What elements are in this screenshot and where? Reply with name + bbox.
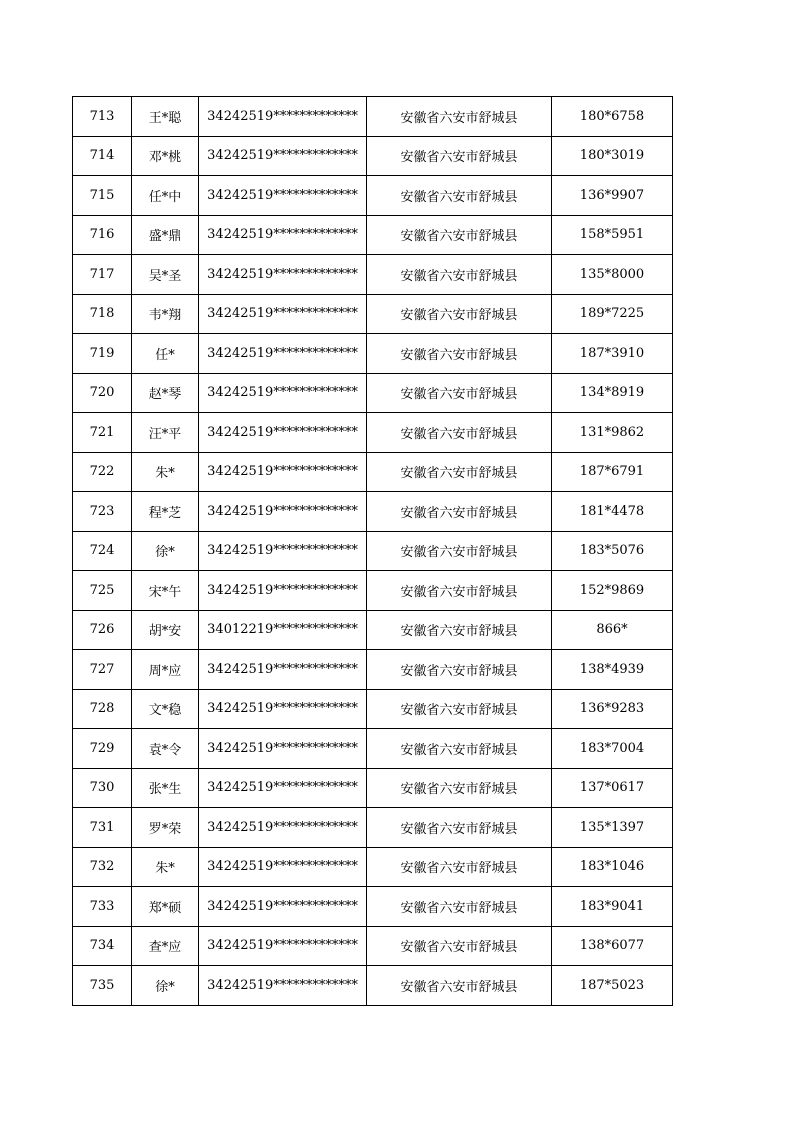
address-cell: 安徽省六安市舒城县: [367, 571, 552, 611]
phone-cell: 866*: [552, 610, 673, 650]
row-number-cell: 723: [73, 492, 132, 532]
table-row: [73, 452, 673, 492]
id-number-cell: 34242519*************: [199, 887, 367, 927]
address-cell: 安徽省六安市舒城县: [367, 294, 552, 334]
name-cell: 赵*琴: [132, 373, 199, 413]
name-cell: 张*生: [132, 768, 199, 808]
row-number-cell: 726: [73, 610, 132, 650]
phone-cell: 189*7225: [552, 294, 673, 334]
table-row: [73, 492, 673, 532]
id-number-cell: 34242519*************: [199, 571, 367, 611]
id-number-cell: 34242519*************: [199, 136, 367, 176]
phone-cell: 187*5023: [552, 966, 673, 1006]
table-row: [73, 176, 673, 216]
name-cell: 胡*安: [132, 610, 199, 650]
id-number-cell: 34242519*************: [199, 847, 367, 887]
address-cell: 安徽省六安市舒城县: [367, 610, 552, 650]
name-cell: 罗*荣: [132, 808, 199, 848]
id-number-cell: 34242519*************: [199, 255, 367, 295]
row-number-cell: 734: [73, 926, 132, 966]
row-number-cell: 729: [73, 729, 132, 769]
address-cell: 安徽省六安市舒城县: [367, 926, 552, 966]
phone-cell: 183*1046: [552, 847, 673, 887]
table-row: [73, 97, 673, 137]
phone-cell: 183*5076: [552, 531, 673, 571]
phone-cell: 137*0617: [552, 768, 673, 808]
address-cell: 安徽省六安市舒城县: [367, 373, 552, 413]
row-number-cell: 727: [73, 650, 132, 690]
address-cell: 安徽省六安市舒城县: [367, 136, 552, 176]
address-cell: 安徽省六安市舒城县: [367, 768, 552, 808]
phone-cell: 138*4939: [552, 650, 673, 690]
row-number-cell: 721: [73, 413, 132, 453]
name-cell: 盛*鼎: [132, 215, 199, 255]
phone-cell: 135*8000: [552, 255, 673, 295]
table-row: [73, 808, 673, 848]
id-number-cell: 34242519*************: [199, 689, 367, 729]
table-row: [73, 887, 673, 927]
name-cell: 宋*午: [132, 571, 199, 611]
id-number-cell: 34012219*************: [199, 610, 367, 650]
table-row: [73, 294, 673, 334]
address-cell: 安徽省六安市舒城县: [367, 452, 552, 492]
name-cell: 汪*平: [132, 413, 199, 453]
phone-cell: 135*1397: [552, 808, 673, 848]
row-number-cell: 717: [73, 255, 132, 295]
name-cell: 任*: [132, 334, 199, 374]
table-row: [73, 966, 673, 1006]
phone-cell: 138*6077: [552, 926, 673, 966]
name-cell: 韦*翔: [132, 294, 199, 334]
table-row: [73, 136, 673, 176]
name-cell: 任*中: [132, 176, 199, 216]
address-cell: 安徽省六安市舒城县: [367, 215, 552, 255]
address-cell: 安徽省六安市舒城县: [367, 650, 552, 690]
row-number-cell: 713: [73, 97, 132, 137]
id-number-cell: 34242519*************: [199, 650, 367, 690]
id-number-cell: 34242519*************: [199, 808, 367, 848]
id-number-cell: 34242519*************: [199, 531, 367, 571]
name-cell: 吴*圣: [132, 255, 199, 295]
address-cell: 安徽省六安市舒城县: [367, 966, 552, 1006]
phone-cell: 181*4478: [552, 492, 673, 532]
name-cell: 文*稳: [132, 689, 199, 729]
id-number-cell: 34242519*************: [199, 97, 367, 137]
address-cell: 安徽省六安市舒城县: [367, 689, 552, 729]
row-number-cell: 724: [73, 531, 132, 571]
roster-table: [72, 96, 673, 1006]
phone-cell: 183*9041: [552, 887, 673, 927]
name-cell: 袁*令: [132, 729, 199, 769]
row-number-cell: 733: [73, 887, 132, 927]
id-number-cell: 34242519*************: [199, 294, 367, 334]
table-row: [73, 847, 673, 887]
name-cell: 周*应: [132, 650, 199, 690]
address-cell: 安徽省六安市舒城县: [367, 887, 552, 927]
id-number-cell: 34242519*************: [199, 492, 367, 532]
id-number-cell: 34242519*************: [199, 768, 367, 808]
table-row: [73, 531, 673, 571]
phone-cell: 158*5951: [552, 215, 673, 255]
table-row: [73, 926, 673, 966]
phone-cell: 136*9283: [552, 689, 673, 729]
table-row: [73, 650, 673, 690]
name-cell: 查*应: [132, 926, 199, 966]
table-row: [73, 373, 673, 413]
id-number-cell: 34242519*************: [199, 334, 367, 374]
phone-cell: 180*3019: [552, 136, 673, 176]
id-number-cell: 34242519*************: [199, 926, 367, 966]
address-cell: 安徽省六安市舒城县: [367, 255, 552, 295]
address-cell: 安徽省六安市舒城县: [367, 97, 552, 137]
address-cell: 安徽省六安市舒城县: [367, 176, 552, 216]
row-number-cell: 719: [73, 334, 132, 374]
phone-cell: 134*8919: [552, 373, 673, 413]
table-row: [73, 255, 673, 295]
table-row: [73, 334, 673, 374]
row-number-cell: 731: [73, 808, 132, 848]
table-row: [73, 689, 673, 729]
name-cell: 朱*: [132, 452, 199, 492]
id-number-cell: 34242519*************: [199, 176, 367, 216]
row-number-cell: 725: [73, 571, 132, 611]
row-number-cell: 715: [73, 176, 132, 216]
row-number-cell: 732: [73, 847, 132, 887]
address-cell: 安徽省六安市舒城县: [367, 334, 552, 374]
name-cell: 朱*: [132, 847, 199, 887]
row-number-cell: 728: [73, 689, 132, 729]
id-number-cell: 34242519*************: [199, 729, 367, 769]
table-row: [73, 571, 673, 611]
roster-table-body: [73, 97, 673, 1006]
name-cell: 郑*硕: [132, 887, 199, 927]
phone-cell: 152*9869: [552, 571, 673, 611]
address-cell: 安徽省六安市舒城县: [367, 808, 552, 848]
id-number-cell: 34242519*************: [199, 966, 367, 1006]
phone-cell: 136*9907: [552, 176, 673, 216]
address-cell: 安徽省六安市舒城县: [367, 531, 552, 571]
table-row: [73, 413, 673, 453]
id-number-cell: 34242519*************: [199, 452, 367, 492]
id-number-cell: 34242519*************: [199, 413, 367, 453]
name-cell: 程*芝: [132, 492, 199, 532]
table-row: [73, 768, 673, 808]
address-cell: 安徽省六安市舒城县: [367, 729, 552, 769]
table-row: [73, 215, 673, 255]
row-number-cell: 722: [73, 452, 132, 492]
name-cell: 徐*: [132, 966, 199, 1006]
name-cell: 徐*: [132, 531, 199, 571]
phone-cell: 187*6791: [552, 452, 673, 492]
phone-cell: 180*6758: [552, 97, 673, 137]
phone-cell: 131*9862: [552, 413, 673, 453]
row-number-cell: 714: [73, 136, 132, 176]
table-row: [73, 729, 673, 769]
name-cell: 邓*桃: [132, 136, 199, 176]
phone-cell: 183*7004: [552, 729, 673, 769]
row-number-cell: 716: [73, 215, 132, 255]
address-cell: 安徽省六安市舒城县: [367, 492, 552, 532]
table-row: [73, 610, 673, 650]
id-number-cell: 34242519*************: [199, 373, 367, 413]
id-number-cell: 34242519*************: [199, 215, 367, 255]
row-number-cell: 735: [73, 966, 132, 1006]
row-number-cell: 718: [73, 294, 132, 334]
address-cell: 安徽省六安市舒城县: [367, 847, 552, 887]
row-number-cell: 720: [73, 373, 132, 413]
row-number-cell: 730: [73, 768, 132, 808]
name-cell: 王*聪: [132, 97, 199, 137]
address-cell: 安徽省六安市舒城县: [367, 413, 552, 453]
phone-cell: 187*3910: [552, 334, 673, 374]
